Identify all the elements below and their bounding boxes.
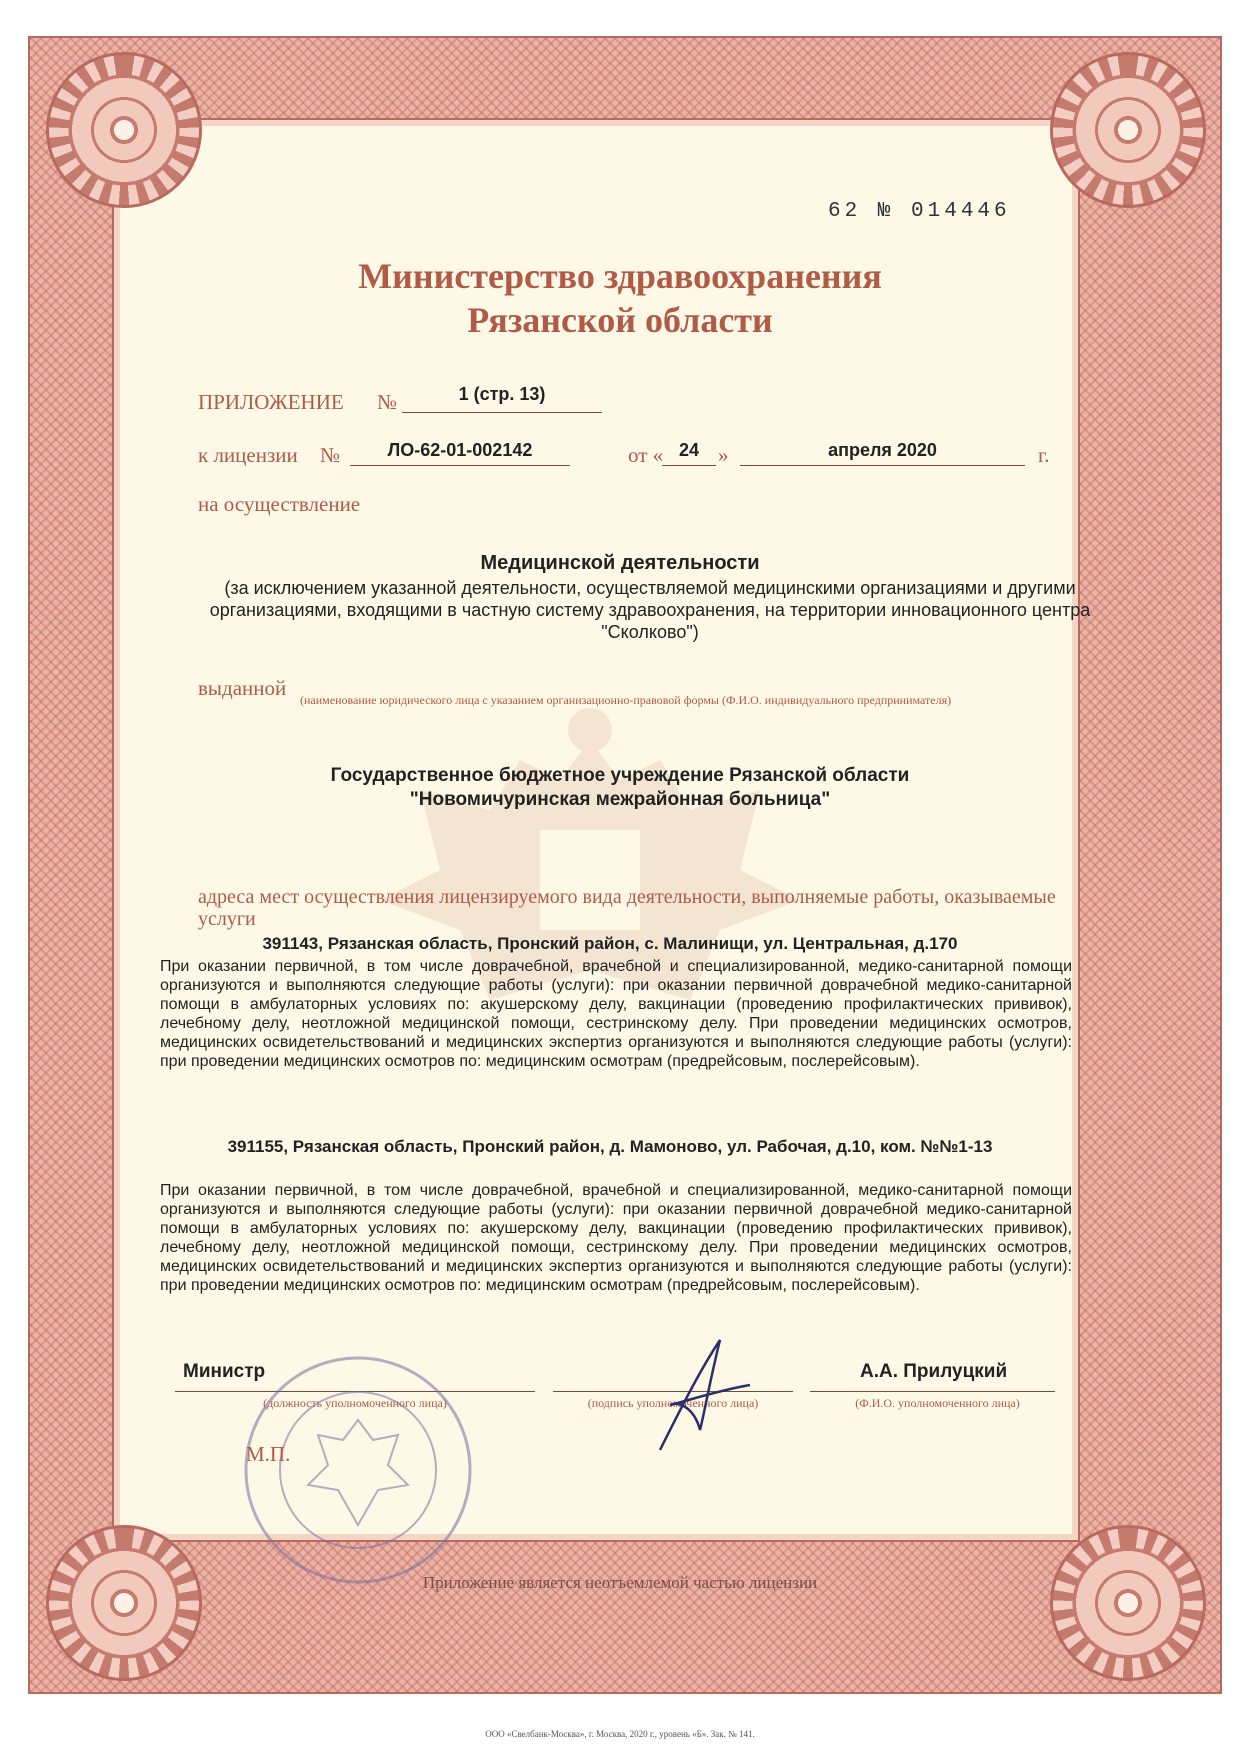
license-year-suffix: г. — [1038, 443, 1050, 467]
name-underline — [810, 1391, 1055, 1392]
seal-place-label: М.П. — [246, 1442, 291, 1466]
address-1: 391143, Рязанская область, Пронский район, с. Малинищи, ул. Центральная, д.170 — [262, 934, 958, 953]
name-caption: (Ф.И.О. уполномоченного лица) — [855, 1396, 1020, 1410]
license-date-day: 24 — [678, 440, 700, 460]
activity-label: на осуществление — [198, 492, 361, 516]
appendix-number-sign: № — [377, 390, 398, 414]
corner-rosette — [1050, 1525, 1206, 1681]
corner-rosette — [46, 52, 202, 208]
address-2-works: При оказании первичной, в том числе доврачебной, врачебной и специализированной, медико-санитарной помощи организуются и выполняются следующие работы (услуги): при оказании первичной доврачебной медико-санитарной помощи в амбулаторных условиях по: акушерскому делу, вакцинации (проведению профилактических прививок), лечебному делу, неотложной медицинской помощи, сестринскому делу. При проведении медицинских осмотров, медицинских освидетельствований и медицинских экспертиз организуются и выполняются следующие работы (услуги): при проведении медицинских осмотров по: медицинским осмотрам (предрейсовым, послерейсовым). — [160, 1182, 1072, 1294]
position-caption: (должность уполномоченного лица) — [263, 1396, 447, 1410]
ministry-title — [200, 254, 1040, 342]
official-seal — [238, 1350, 478, 1590]
addresses-label: адреса мест осуществления лицензируемого вида деятельности, выполняемые работы, оказываемые услуги — [198, 886, 1056, 930]
footer-note: Приложение является неотъемлемой частью лицензии — [422, 1573, 818, 1592]
printer-imprint: ООО «Свелбанк-Москва», г. Москва, 2020 г., уровень «Б». Зак. № 141. — [485, 1729, 755, 1739]
signature-caption: (подпись уполномоченного лица) — [587, 1396, 759, 1410]
activity-note: (за исключением указанной деятельности, осуществляемой медицинскими организациями и другими организациями, входящими в частную систему здравоохранения, на территории инновационного центра "Сколково") — [209, 578, 1091, 642]
license-number-sign: № — [320, 443, 341, 467]
license-number-underline — [350, 465, 570, 466]
address-1-works: При оказании первичной, в том числе доврачебной, врачебной и специализированной, медико-санитарной помощи организуются и выполняются следующие работы (услуги): при оказании первичной доврачебной медико-санитарной помощи в амбулаторных условиях по: акушерскому делу, вакцинации (проведению профилактических прививок), лечебному делу, неотложной медицинской помощи, сестринскому делу. При проведении медицинских осмотров, медицинских освидетельствований и медицинских экспертиз организуются и выполняются следующие работы (услуги): при проведении медицинских осмотров по: медицинским осмотрам (предрейсовым, послерейсовым). — [160, 958, 1072, 1070]
issued-label: выданной — [198, 676, 287, 700]
license-date-month-year: апреля 2020 — [828, 440, 937, 460]
license-number: ЛО-62-01-002142 — [387, 440, 533, 460]
address-2: 391155, Рязанская область, Пронский район, д. Мамоново, ул. Рабочая, д.10, ком. №№1-13 — [227, 1137, 993, 1156]
license-date-underline — [740, 465, 1025, 466]
license-date-day-close: » — [718, 443, 729, 467]
handwritten-signature — [640, 1330, 760, 1460]
appendix-number-underline — [402, 412, 602, 413]
license-date-day-underline — [662, 465, 716, 466]
license-label: к лицензии — [198, 443, 298, 467]
appendix-label: ПРИЛОЖЕНИЕ — [198, 390, 344, 414]
signatory-name: А.А. Прилуцкий — [860, 1361, 1008, 1382]
corner-rosette — [46, 1525, 202, 1681]
organization-name-line1: Государственное бюджетное учреждение Рязанской области — [330, 765, 910, 786]
corner-rosette — [1050, 52, 1206, 208]
organization-name-line2: "Новомичуринская межрайонная больница" — [409, 789, 831, 810]
appendix-number: 1 (стр. 13) — [458, 384, 546, 404]
ministry-title-line1: Министерство здравоохранения — [358, 256, 882, 296]
organization-name — [200, 764, 1040, 812]
signatory-position: Министр — [183, 1361, 266, 1382]
serial-number: 62 № 014446 — [828, 200, 1011, 223]
license-date-from-label: от « — [628, 443, 664, 467]
ministry-title-line2: Рязанской области — [467, 300, 773, 340]
activity-title: Медицинской деятельности — [480, 552, 760, 574]
issued-note: (наименование юридического лица с указанием организационно-правовой формы (Ф.И.О. индивидуального предпринимателя) — [300, 693, 952, 707]
